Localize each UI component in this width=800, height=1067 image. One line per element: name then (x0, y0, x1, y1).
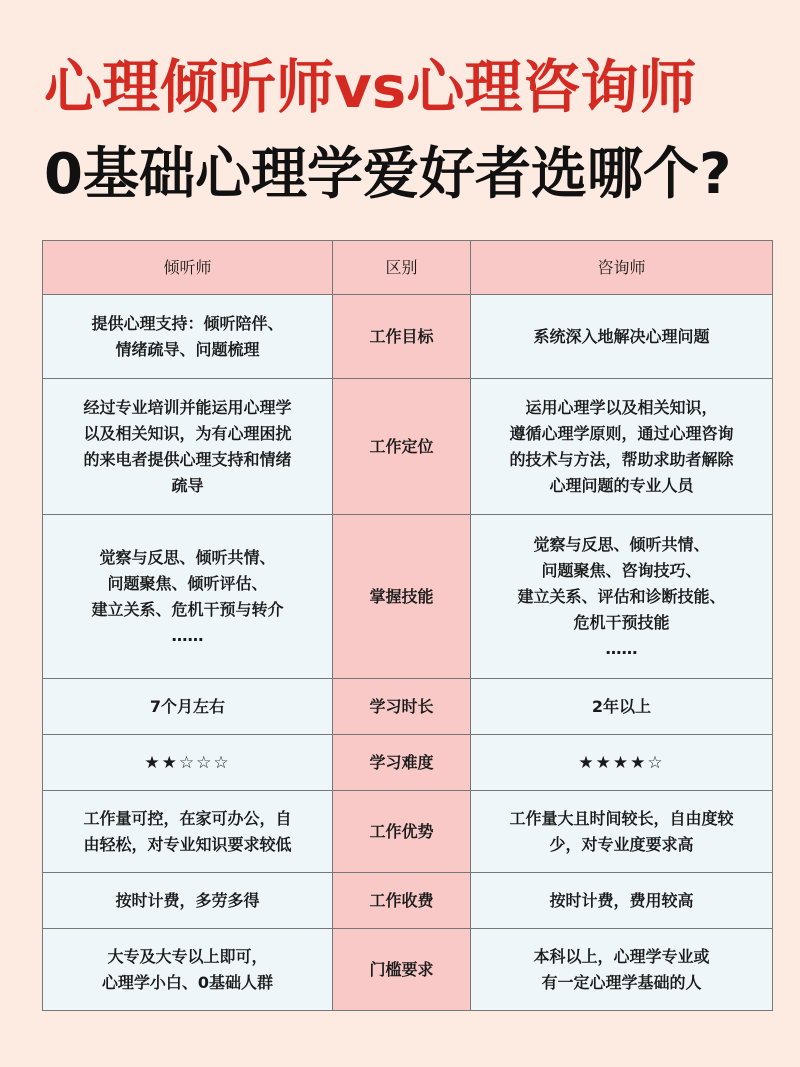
difference-label: 工作目标 (333, 295, 471, 379)
counselor-text: 按时计费，费用较高 (549, 890, 694, 910)
listener-text: 情绪疏导、问题梳理 (115, 339, 260, 359)
listener-cell (43, 873, 333, 929)
counselor-text: 觉察与反思、倾听共情、 (533, 534, 710, 554)
header-difference: 区别 (333, 241, 471, 295)
counselor-cell (471, 379, 773, 515)
header-counselor: 咨询师 (471, 241, 773, 295)
listener-cell (43, 929, 333, 1011)
difference-label: 学习时长 (333, 679, 471, 735)
difference-label: 掌握技能 (333, 515, 471, 679)
listener-cell (43, 515, 333, 679)
counselor-text: 建立关系、评估和诊断技能、 (517, 586, 726, 606)
difference-label: 工作定位 (333, 379, 471, 515)
counselor-cell (471, 873, 773, 929)
counselor-text: 问题聚焦、咨询技巧、 (541, 560, 702, 580)
counselor-text: 危机干预技能 (573, 612, 670, 632)
listener-cell (43, 679, 333, 735)
table-row (43, 515, 773, 679)
listener-text: 经过专业培训并能运用心理学 (83, 397, 292, 417)
table-row (43, 929, 773, 1011)
difference-label: 工作优势 (333, 791, 471, 873)
table-row (43, 679, 773, 735)
difference-label: 工作收费 (333, 873, 471, 929)
listener-text: 疏导 (171, 475, 204, 495)
listener-text: 建立关系、危机干预与转介 (91, 599, 284, 619)
listener-text: 按时计费，多劳多得 (115, 890, 260, 910)
title-line-1: 心理倾听师vs心理咨询师 (44, 53, 697, 121)
listener-cell (43, 295, 333, 379)
counselor-cell (471, 515, 773, 679)
counselor-text: ★★★★☆ (578, 752, 665, 773)
listener-text: 工作量可控，在家可办公，自 (83, 808, 292, 828)
counselor-cell (471, 679, 773, 735)
table-row (43, 735, 773, 791)
listener-cell (43, 379, 333, 515)
counselor-cell (471, 295, 773, 379)
listener-text: 以及相关知识，为有心理困扰 (83, 423, 292, 443)
listener-text: 提供心理支持：倾听陪伴、 (91, 313, 284, 333)
difference-label: 门槛要求 (333, 929, 471, 1011)
listener-text: 心理学小白、0基础人群 (101, 972, 274, 992)
table-row (43, 295, 773, 379)
listener-text: 问题聚焦、倾听评估、 (107, 573, 268, 593)
counselor-text: 心理问题的专业人员 (549, 475, 694, 495)
counselor-text: 工作量大且时间较长，自由度较 (509, 808, 734, 828)
counselor-text: 本科以上，心理学专业或 (533, 946, 710, 966)
counselor-text: 遵循心理学原则，通过心理咨询 (509, 423, 734, 443)
counselor-cell (471, 735, 773, 791)
listener-text: …… (171, 625, 204, 645)
difference-label: 学习难度 (333, 735, 471, 791)
counselor-text: 2年以上 (591, 696, 652, 716)
table-row (43, 791, 773, 873)
listener-text: 7个月左右 (149, 696, 226, 716)
listener-text: 由轻松，对专业知识要求较低 (83, 834, 292, 854)
listener-text: 的来电者提供心理支持和情绪 (83, 449, 292, 469)
table-header-row (43, 241, 773, 295)
listener-cell (43, 791, 333, 873)
counselor-text: …… (605, 638, 638, 658)
listener-text: 觉察与反思、倾听共情、 (99, 547, 276, 567)
listener-cell (43, 735, 333, 791)
counselor-text: 的技术与方法，帮助求助者解除 (509, 449, 734, 469)
table-row (43, 379, 773, 515)
comparison-table (42, 240, 773, 1011)
counselor-text: 运用心理学以及相关知识， (525, 397, 718, 417)
title-line-2: 0基础心理学爱好者选哪个? (44, 142, 732, 207)
listener-text: ★★☆☆☆ (144, 752, 231, 773)
counselor-text: 有一定心理学基础的人 (541, 972, 702, 992)
table-row (43, 873, 773, 929)
listener-text: 大专及大专以上即可， (107, 946, 268, 966)
counselor-text: 少，对专业度要求高 (549, 834, 694, 854)
header-listener: 倾听师 (43, 241, 333, 295)
counselor-cell (471, 791, 773, 873)
counselor-text: 系统深入地解决心理问题 (533, 326, 710, 346)
counselor-cell (471, 929, 773, 1011)
